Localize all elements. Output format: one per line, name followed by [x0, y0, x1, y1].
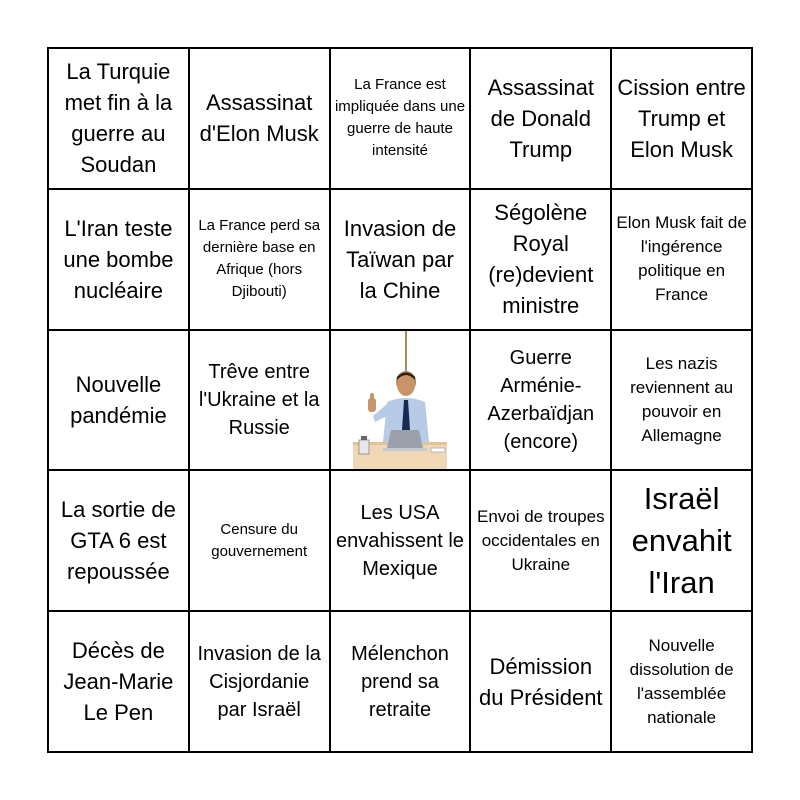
cell-text: Guerre Arménie-Azerbaïdjan (encore) — [487, 346, 595, 453]
bingo-cell[interactable] — [330, 611, 471, 752]
bingo-cell[interactable] — [48, 611, 189, 752]
bingo-cell[interactable] — [470, 330, 611, 471]
bingo-cell[interactable] — [611, 48, 752, 189]
cell-text: Invasion de la Cisjordanie par Israël — [197, 642, 321, 721]
bingo-cell[interactable] — [330, 470, 471, 611]
cell-text: Démission du Président — [479, 653, 603, 710]
cell-text: Envoi de troupes occidentales en Ukraine — [476, 506, 605, 574]
cell-text: Assassinat de Donald Trump — [487, 74, 594, 162]
bingo-cell[interactable] — [470, 611, 611, 752]
cell-text: Israël envahit l'Iran — [631, 480, 732, 600]
cell-text: Invasion de Taïwan par la Chine — [343, 215, 457, 303]
bingo-cell[interactable] — [611, 330, 752, 471]
bingo-cell[interactable] — [611, 189, 752, 330]
bingo-cell[interactable] — [48, 189, 189, 330]
cell-text: Assassinat d'Elon Musk — [199, 90, 319, 147]
bingo-cell[interactable] — [189, 611, 330, 752]
cell-text: Décès de Jean-Marie Le Pen — [63, 638, 174, 726]
cell-text: La sortie de GTA 6 est repoussée — [60, 497, 176, 585]
cell-text: La Turquie met fin à la guerre au Soudan — [64, 59, 173, 178]
bingo-cell[interactable] — [330, 189, 471, 330]
cell-text: Mélenchon prend sa retraite — [351, 642, 449, 721]
cell-text: Ségolène Royal (re)devient ministre — [488, 200, 594, 319]
bingo-card — [47, 47, 753, 753]
bingo-cell[interactable] — [48, 470, 189, 611]
bingo-cell[interactable] — [330, 48, 471, 189]
cell-text: L'Iran teste une bombe nucléaire — [63, 215, 174, 303]
free-space-cell[interactable] — [330, 330, 471, 471]
bingo-cell[interactable] — [470, 470, 611, 611]
cell-text: La France est impliquée dans une guerre de haute intensité — [334, 76, 466, 160]
bingo-cell[interactable] — [48, 48, 189, 189]
cell-text: Cission entre Trump et Elon Musk — [617, 74, 746, 162]
cell-text: Nouvelle pandémie — [70, 371, 167, 428]
bingo-cell[interactable] — [189, 48, 330, 189]
cell-text: Trêve entre l'Ukraine et la Russie — [198, 360, 320, 439]
bingo-cell[interactable] — [189, 189, 330, 330]
cell-text: La France perd sa dernière base en Afrique (hors Djibouti) — [198, 217, 321, 301]
cell-text: Les USA envahissent le Mexique — [336, 501, 464, 580]
bingo-cell[interactable] — [470, 189, 611, 330]
bingo-cell[interactable] — [48, 330, 189, 471]
man-at-laptop-illustration — [353, 330, 447, 470]
cell-text: Les nazis reviennent au pouvoir en Allemagne — [630, 353, 734, 445]
cell-text: Censure du gouvernement — [211, 520, 308, 560]
cell-text: Nouvelle dissolution de l'assemblée nationale — [629, 635, 734, 727]
bingo-cell[interactable] — [189, 330, 330, 471]
bingo-cell[interactable] — [611, 611, 752, 752]
bingo-cell[interactable] — [470, 48, 611, 189]
cell-text: Elon Musk fait de l'ingérence politique en France — [616, 213, 747, 305]
bingo-cell[interactable] — [189, 470, 330, 611]
bingo-cell[interactable] — [611, 470, 752, 611]
